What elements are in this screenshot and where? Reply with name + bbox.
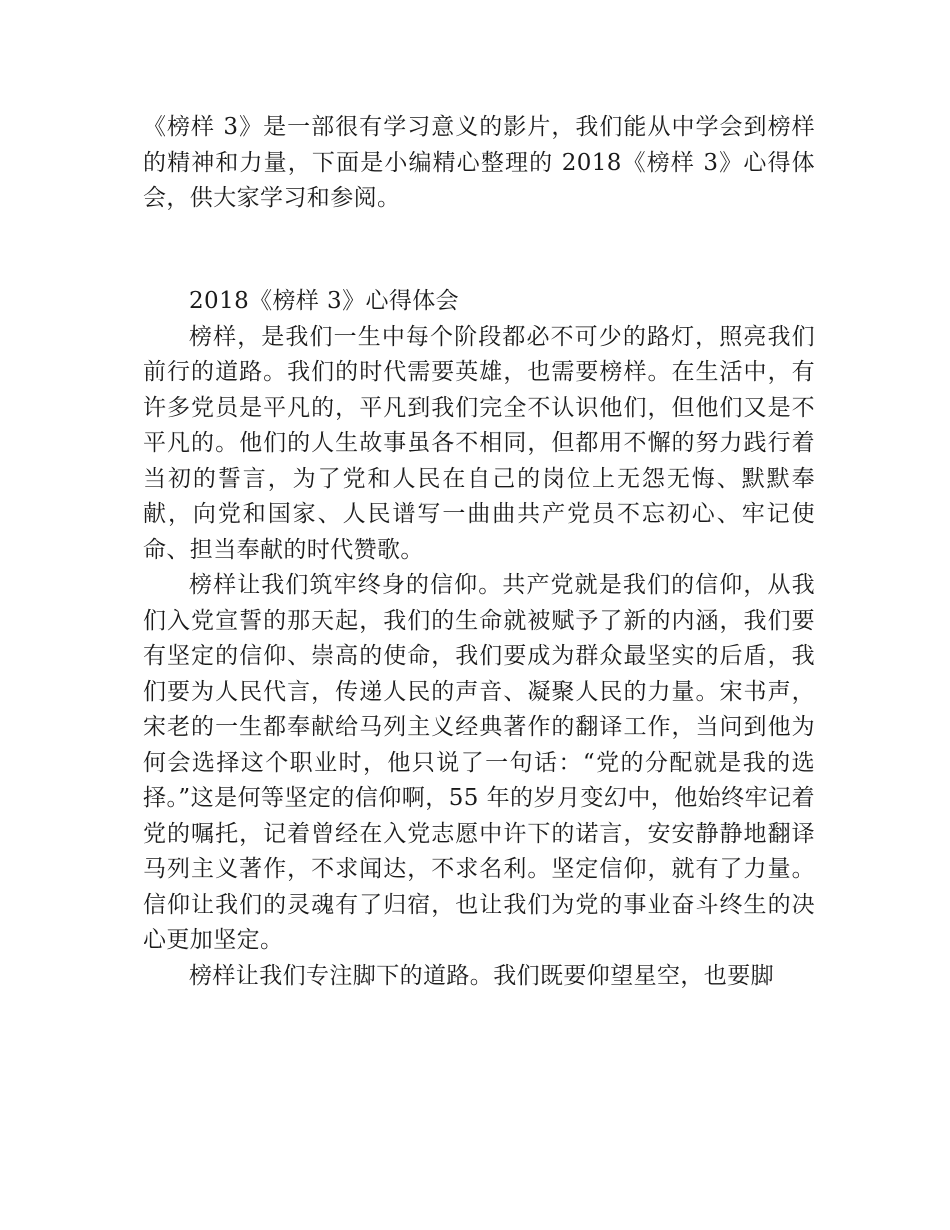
body-paragraph: 榜样让我们专注脚下的道路。我们既要仰望星空，也要脚 [189,962,774,989]
article-heading: 2018《榜样 3》心得体会 [189,288,460,314]
body-paragraph: 榜样，是我们一生中每个阶段都必不可少的路灯，照亮我们前行的道路。我们的时代需要英雄，也需要榜样。在生活中，有许多党员是平凡的，平凡到我们完全不认识他们，但他们又是不平凡的。他们的人生故事虽各不相同，但都用不懈的努力践行着当初的誓言，为了党和人民在自己的岗位上无怨无悔、默默奉献，向党和国家、人民谱写一曲曲共产党员不忘初心、牢记使命、担当奉献的时代赞歌。 [143,323,815,563]
intro-paragraph: 《榜样 3》是一部很有学习意义的影片，我们能从中学会到榜样的精神和力量，下面是小编精心整理的 2018《榜样 3》心得体会，供大家学习和参阅。 [143,114,815,211]
body-paragraph: 榜样让我们筑牢终身的信仰。共产党就是我们的信仰，从我们入党宣誓的那天起，我们的生命就被赋予了新的内涵，我们要有坚定的信仰、崇高的使命，我们要成为群众最坚实的后盾，我们要为人民代言，传递人民的声音、凝聚人民的力量。宋书声，宋老的一生都奉献给马列主义经典著作的翻译工作，当问到他为何会选择这个职业时，他只说了一句话：“党的分配就是我的选择。”这是何等坚定的信仰啊，55 年的岁月变幻中，他始终牢记着党的嘱托，记着曾经在入党志愿中许下的诺言，安安静静地翻译马列主义著作，不求闻达，不求名利。坚定信仰，就有了力量。信仰让我们的灵魂有了归宿，也让我们为党的事业奋斗终生的决心更加坚定。 [143,572,815,953]
article-section [143,284,815,994]
intro-section [143,110,815,217]
